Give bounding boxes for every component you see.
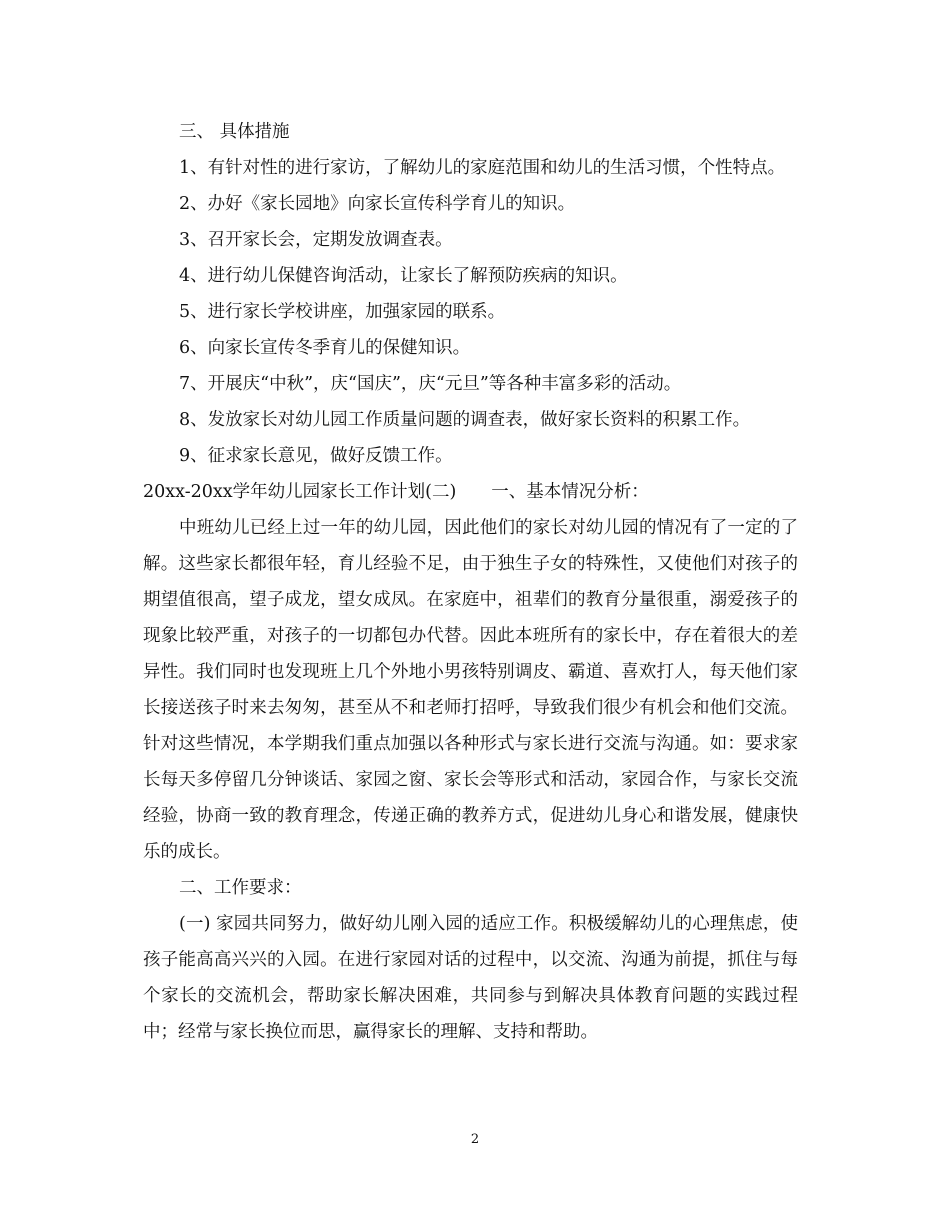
document-body	[143, 114, 798, 1050]
measure-item-9: 9、征求家长意见，做好反馈工作。	[179, 446, 453, 466]
situation-analysis-paragraph: 中班幼儿已经上过一年的幼儿园，因此他们的家长对幼儿园的情况有了一定的了解。这些家长都很年轻，育儿经验不足，由于独生子女的特殊性，又使他们对孩子的期望值很高，望子成龙，望女成凤。在家庭中，祖辈们的教育分量很重，溺爱孩子的现象比较严重，对孩子的一切都包办代替。因此本班所有的家长中，存在着很大的差异性。我们同时也发现班上几个外地小男孩特别调皮、霸道、喜欢打人，每天他们家长接送孩子时来去匆匆，甚至从不和老师打招呼，导致我们很少有机会和他们交流。针对这些情况，本学期我们重点加强以各种形式与家长进行交流与沟通。如：要求家长每天多停留几分钟谈话、家园之窗、家长会等形式和活动，家园合作，与家长交流经验，协商一致的教育理念，传递正确的教养方式，促进幼儿身心和谐发展，健康快乐的成长。	[143, 518, 798, 862]
measure-item-1: 1、有针对性的进行家访，了解幼儿的家庭范围和幼儿的生活习惯，个性特点。	[179, 158, 786, 178]
plan-title-line: 20xx-20xx学年幼儿园家长工作计划(二) 一、基本情况分析：	[143, 482, 649, 502]
page-number: 2	[470, 1132, 480, 1147]
section-heading-measures: 三、 具体措施	[179, 122, 290, 142]
requirement-paragraph-1: (一) 家园共同努力，做好幼儿刚入园的适应工作。积极缓解幼儿的心理焦虑，使孩子能高高兴兴的入园。在进行家园对话的过程中，以交流、沟通为前提，抓住与每个家长的交流机会，帮助家长解决困难，共同参与到解决具体教育问题的实践过程中；经常与家长换位而思，赢得家长的理解、支持和帮助。	[143, 914, 798, 1042]
section-heading-requirements: 二、工作要求：	[179, 878, 302, 898]
measure-item-8: 8、发放家长对幼儿园工作质量问题的调查表，做好家长资料的积累工作。	[179, 410, 751, 430]
measure-item-2: 2、办好《家长园地》向家长宣传科学育儿的知识。	[179, 194, 576, 214]
measure-item-7: 7、开展庆“中秋”，庆“国庆”，庆“元旦”等各种丰富多彩的活动。	[179, 374, 682, 394]
measure-item-6: 6、向家长宣传冬季育儿的保健知识。	[179, 338, 471, 358]
measure-item-5: 5、进行家长学校讲座，加强家园的联系。	[179, 302, 506, 322]
measure-item-3: 3、召开家长会，定期发放调查表。	[179, 230, 453, 250]
measure-item-4: 4、进行幼儿保健咨询活动，让家长了解预防疾病的知识。	[179, 266, 628, 286]
